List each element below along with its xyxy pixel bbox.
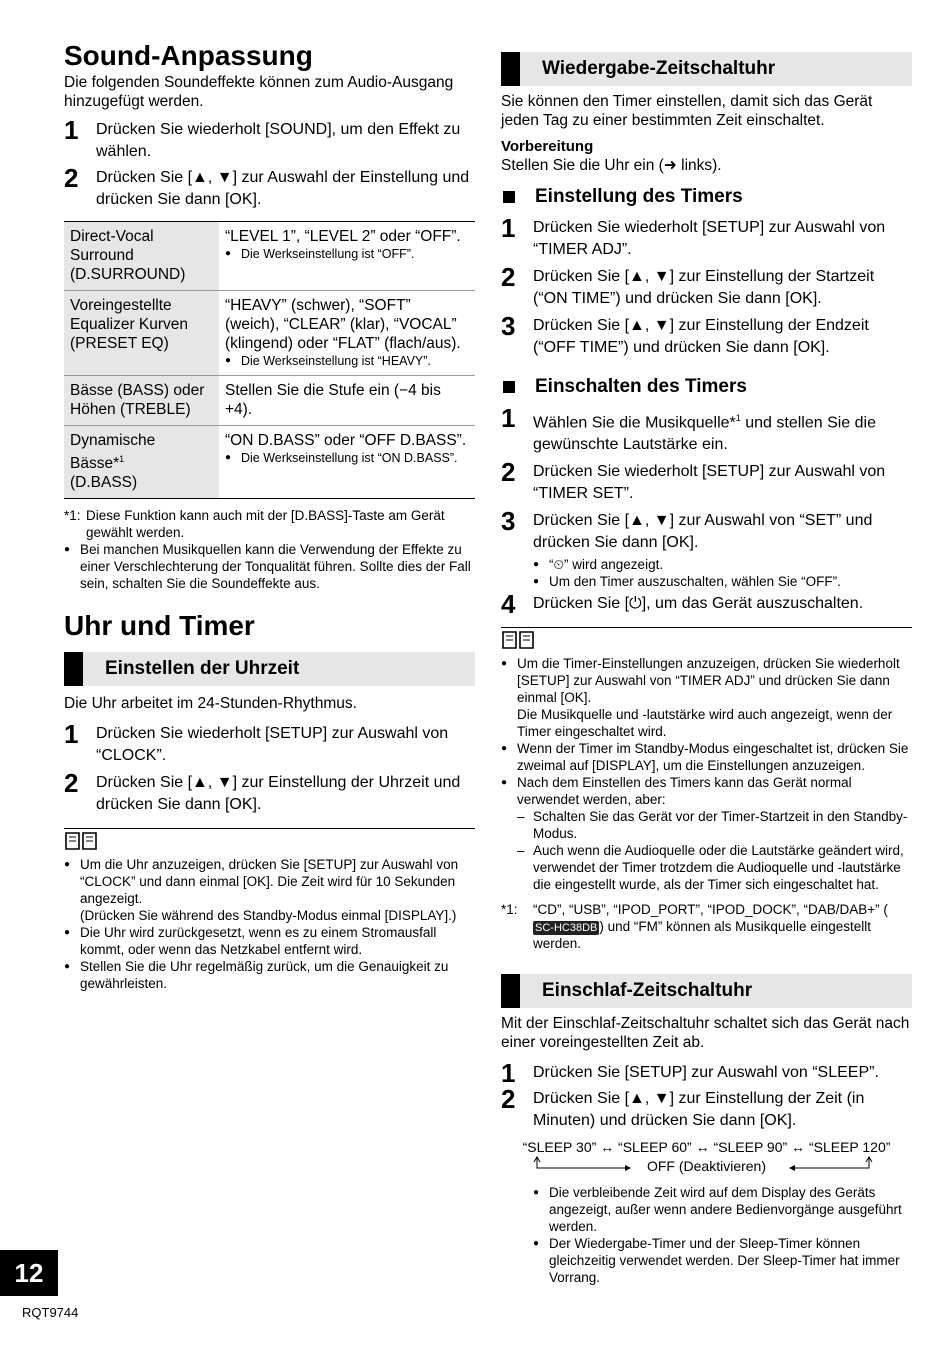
list-item: ● Der Wiedergabe-Timer und der Sleep-Timer können gleichzeitig verwendet werden. Der Sleep-Timer hat immer Vorrang.: [533, 1235, 912, 1286]
sleep-notes: [501, 1184, 912, 1286]
clock-notes: [64, 856, 475, 992]
list-item: ● Stellen Sie die Uhr regelmäßig zurück, um die Genauigkeit zu gewährleisten.: [64, 958, 475, 992]
table-key: Bässe (BASS) oder Höhen (TREBLE): [64, 376, 219, 426]
timer-on-step-3: 3 Drücken Sie [▲, ▼] zur Auswahl von “SET” und drücken Sie dann [OK]. ● “⏲” wird angezeigt. ● Um den Timer auszuschalten, wählen Sie “OFF”.: [501, 510, 912, 590]
table-key: Voreingestellte Equalizer Kurven (PRESET EQ): [64, 291, 219, 376]
banner-clock: Einstellen der Uhrzeit: [64, 652, 475, 686]
list-item: ● Nach dem Einstellen des Timers kann das Gerät normal verwendet werden, aber:: [501, 774, 912, 808]
clock-intro: Die Uhr arbeitet im 24-Stunden-Rhythmus.: [64, 695, 357, 713]
list-item: – Schalten Sie das Gerät vor der Timer-Startzeit in den Standby-Modus.: [501, 808, 912, 842]
sleep-step-2: 2 Drücken Sie [▲, ▼] zur Einstellung der Zeit (in Minuten) und drücken Sie dann [OK].: [501, 1084, 865, 1130]
list-item: – Auch wenn die Audioquelle oder die Lautstärke geändert wird, verwendet der Timer trotzdem die Audioquelle und -lautstärke die eingestellt wurde, als der Timer sich eingeschaltet hat.: [501, 842, 912, 893]
sound-bullet: ● Bei manchen Musikquellen kann die Verwendung der Effekte zu einer Verschlechterung der Tonqualität führen. Sollte dies der Fall sein, schalten Sie die Soundeffekte aus.: [64, 541, 475, 592]
table-row: [64, 426, 475, 499]
right-column: [501, 52, 912, 1286]
banner-timer: Wiedergabe-Zeitschaltuhr: [501, 52, 912, 86]
table-value: “HEAVY” (schwer), “SOFT” (weich), “CLEAR” (klar), “VOCAL” (klingend) oder “FLAT” (flach/aus). ● Die Werkseinstellung ist “HEAVY”.: [219, 291, 475, 376]
table-row: [64, 222, 475, 291]
sound-footnote: *1: Diese Funktion kann auch mit der [D.BASS]-Taste am Gerät gewählt werden.: [64, 508, 445, 541]
sound-effects-table: [64, 221, 475, 499]
sound-title: Sound-Anpassung: [64, 40, 313, 71]
sound-step-1: 1 Drücken Sie wiederholt [SOUND], um den Effekt zu wählen.: [64, 115, 461, 160]
sleep-step-1: 1 Drücken Sie [SETUP] zur Auswahl von “SLEEP”.: [501, 1058, 879, 1089]
sound-step-2: 2 Drücken Sie [▲, ▼] zur Auswahl der Einstellung und drücken Sie dann [OK].: [64, 163, 470, 208]
timer-intro: Sie können den Timer einstellen, damit sich das Gerät jeden Tag zu einer bestimmten Zeit einschaltet.: [501, 93, 873, 129]
clock-step-2: 2 Drücken Sie [▲, ▼] zur Einstellung der Uhrzeit und drücken Sie dann [OK].: [64, 768, 461, 814]
book-icon: [64, 831, 475, 856]
table-value: Stellen Sie die Stufe ein (−4 bis +4).: [225, 382, 441, 418]
divider: [64, 828, 475, 829]
list-item: ● Die verbleibende Zeit wird auf dem Display des Geräts angezeigt, außer wenn andere Bedienvorgänge ausgeführt werden.: [533, 1184, 912, 1235]
sleep-cycle: “SLEEP 30” ↔ “SLEEP 60” ↔ “SLEEP 90” ↔ “SLEEP 120” OFF (Deaktivieren): [522, 1139, 891, 1175]
timer-on-step-2: 2 Drücken Sie wiederholt [SETUP] zur Auswahl von “TIMER SET”.: [501, 457, 886, 503]
timer-set-step-2: 2 Drücken Sie [▲, ▼] zur Einstellung der Startzeit (“ON TIME”) und drücken Sie dann [OK].: [501, 262, 875, 307]
clock-step-1: 1 Drücken Sie wiederholt [SETUP] zur Auswahl von “CLOCK”.: [64, 719, 449, 765]
list-item: ● Die Uhr wird zurückgesetzt, wenn es zu einem Stromausfall kommt, oder wenn das Netzkabel entfernt wird.: [64, 924, 475, 958]
divider: [501, 627, 912, 628]
list-item: ● Um die Timer-Einstellungen anzuzeigen, drücken Sie wiederholt [SETUP] zur Auswahl von “TIMER ADJ” und drücken Sie dann einmal [OK]. Die Musikquelle und -lautstärke wird auch angezeigt, wenn der Timer eingeschaltet wird.: [501, 655, 912, 740]
subhead-set-timer: Einstellung des Timers: [501, 185, 912, 209]
sound-intro: Die folgenden Soundeffekte können zum Audio-Ausgang hinzugefügt werden.: [64, 74, 454, 110]
model-badge: SC-HC38DB: [535, 922, 598, 935]
list-item: ● Wenn der Timer im Standby-Modus eingeschaltet ist, drücken Sie zweimal auf [DISPLAY], um die Einstellungen anzuzeigen.: [501, 740, 912, 774]
subhead-timer-on: Einschalten des Timers: [501, 375, 912, 399]
table-value: “LEVEL 1”, “LEVEL 2” oder “OFF”. ● Die Werkseinstellung ist “OFF”.: [219, 222, 475, 291]
prep-text: Stellen Sie die Uhr ein (➜ links).: [501, 157, 722, 174]
timer-set-step-3: 3 Drücken Sie [▲, ▼] zur Einstellung der Endzeit (“OFF TIME”) und drücken Sie dann [OK].: [501, 311, 869, 356]
table-key: Dynamische Bässe*$^1$ (D.BASS): [64, 426, 219, 499]
document-code: RQT9744: [22, 1305, 79, 1320]
timer-notes: [501, 655, 912, 952]
left-column: [64, 40, 475, 992]
sleep-intro: Mit der Einschlaf-Zeitschaltuhr schaltet sich das Gerät nach einer voreingestellten Zeit ab.: [501, 1015, 910, 1052]
list-item: ● Um die Uhr anzuzeigen, drücken Sie [SETUP] zur Auswahl von “CLOCK” und dann einmal [OK]. Die Zeit wird für 10 Sekunden angezeigt. (Drücken Sie während des Standby-Modus einmal [DISPLAY].): [64, 856, 475, 924]
timer-set-step-1: 1 Drücken Sie wiederholt [SETUP] zur Auswahl von “TIMER ADJ”.: [501, 213, 886, 258]
table-value: “ON D.BASS” oder “OFF D.BASS”. ● Die Werkseinstellung ist “ON D.BASS”.: [219, 426, 475, 499]
banner-sleep: Einschlaf-Zeitschaltuhr: [501, 974, 912, 1008]
table-row: [64, 291, 475, 376]
timer-on-step-4: 4 Drücken Sie [⏻], um das Gerät auszuschalten.: [501, 589, 864, 620]
clock-title: Uhr und Timer: [64, 610, 255, 642]
page-number: 12: [0, 1250, 58, 1296]
timer-on-step-1: 1 Wählen Sie die Musikquelle*$^1$ und stellen Sie die gewünschte Lautstärke ein.: [501, 403, 876, 454]
prep-label: Vorbereitung: [501, 138, 594, 155]
table-row: [64, 376, 475, 426]
book-icon: [501, 630, 912, 655]
table-key: Direct-Vocal Surround (D.SURROUND): [64, 222, 219, 291]
timer-footnote: *1: “CD”, “USB”, “IPOD_PORT”, “IPOD_DOCK”, “DAB/DAB+” (SC-HC38DB ) und “FM” können als Musikquelle eingestellt werden.: [501, 902, 888, 952]
